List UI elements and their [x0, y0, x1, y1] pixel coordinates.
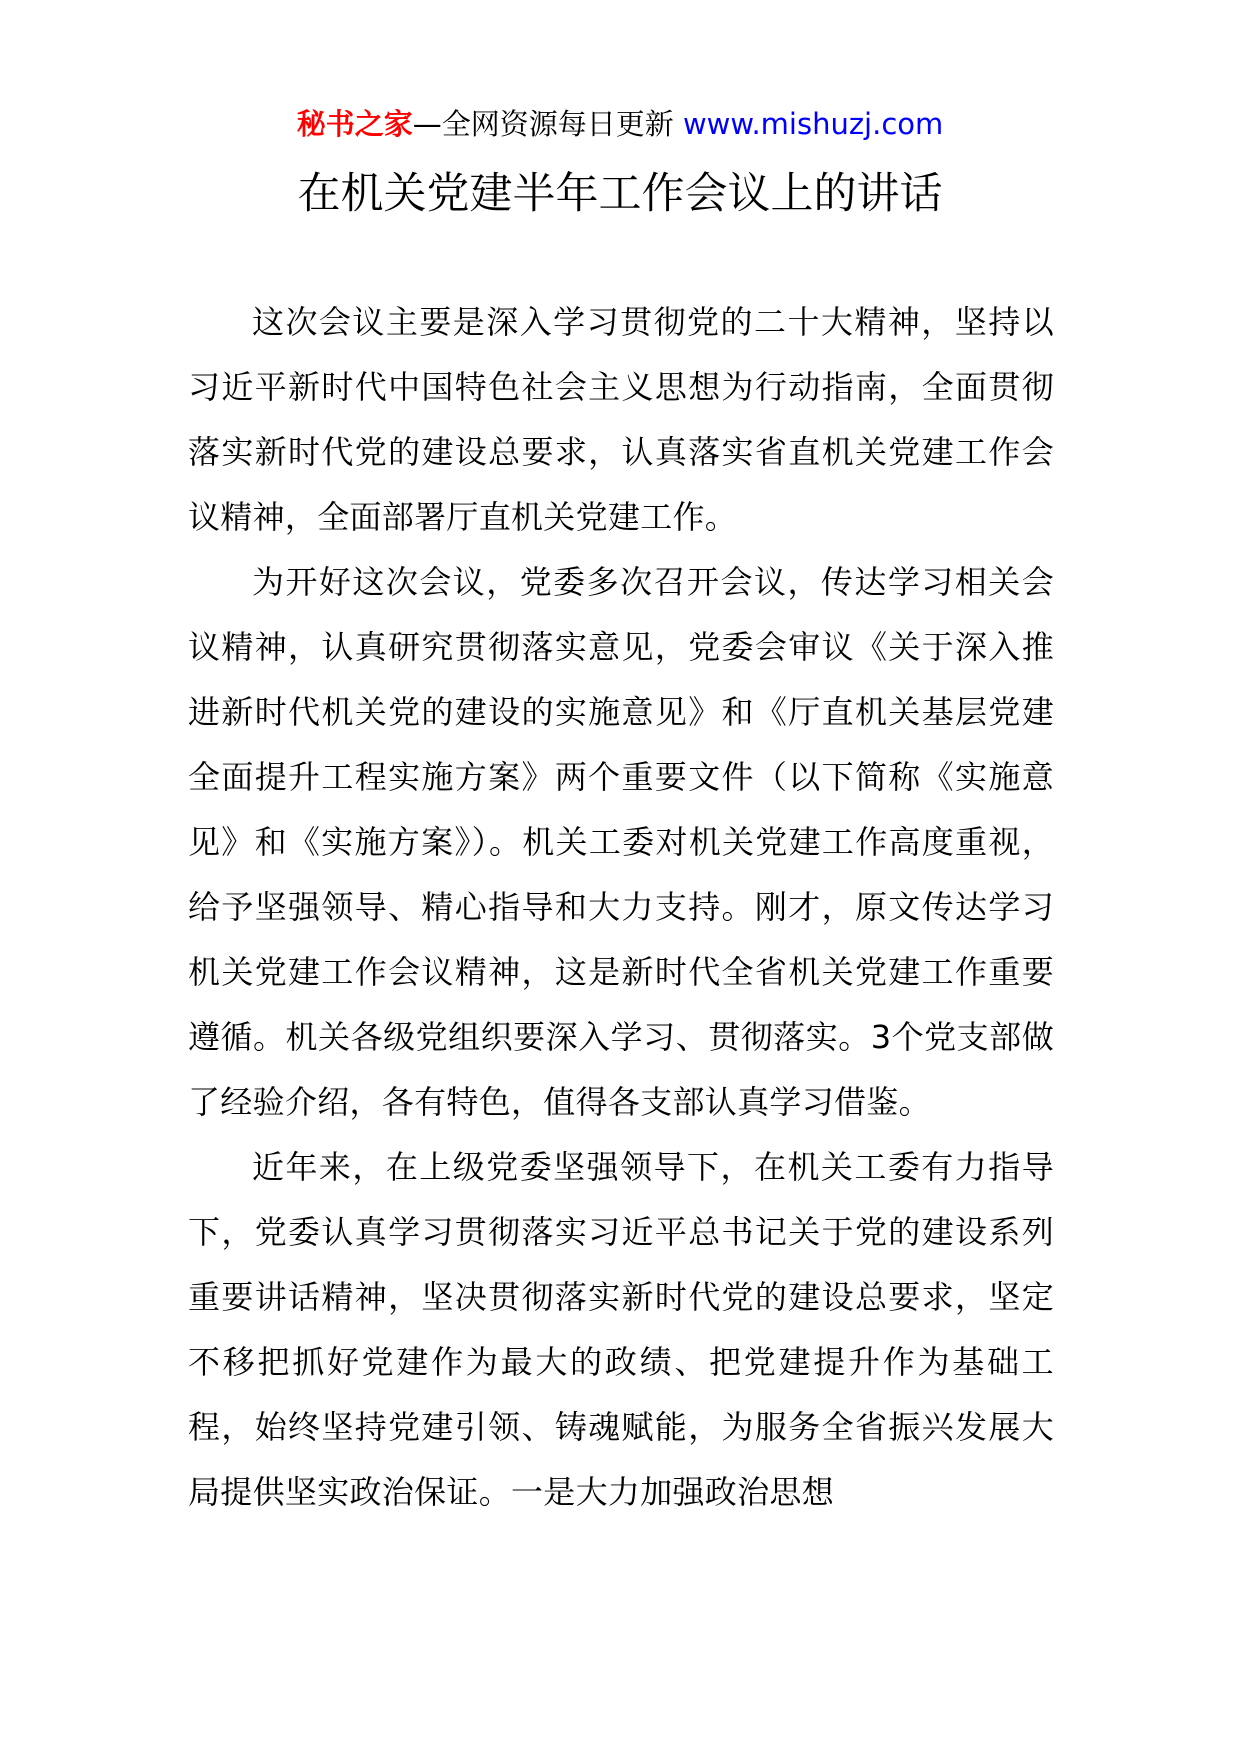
paragraph-2: 为开好这次会议，党委多次召开会议，传达学习相关会议精神，认真研究贯彻落实意见，党委会审议《关于深入推进新时代机关党的建设的实施意见》和《厅直机关基层党建全面提升工程实施方案》两个重要文件（以下简称《实施意见》和《实施方案》）。机关工委对机关党建工作高度重视，给予坚强领导、精心指导和大力支持。刚才，原文传达学习机关党建工作会议精神，这是新时代全省机关党建工作重要遵循。机关各级党组织要深入学习、贯彻落实。3个党支部做了经验介绍，各有特色，值得各支部认真学习借鉴。 — [188, 563, 1054, 1121]
brand-name: 秘书之家 — [296, 107, 413, 141]
site-url-link[interactable]: www.mishuzj.com — [682, 107, 944, 141]
header-tagline: —全网资源每日更新 — [412, 107, 674, 141]
site-header — [0, 100, 1240, 148]
paragraph-1: 这次会议主要是深入学习贯彻党的二十大精神，坚持以习近平新时代中国特色社会主义思想为行动指南，全面贯彻落实新时代党的建设总要求，认真落实省直机关党建工作会议精神，全面部署厅直机关党建工作。 — [188, 303, 1054, 536]
document-body — [188, 290, 1054, 1525]
document-title: 在机关党建半年工作会议上的讲话 — [297, 169, 943, 219]
paragraph-3: 近年来，在上级党委坚强领导下，在机关工委有力指导下，党委认真学习贯彻落实习近平总书记关于党的建设系列重要讲话精神，坚决贯彻落实新时代党的建设总要求，坚定不移把抓好党建作为最大的政绩、把党建提升作为基础工程，始终坚持党建引领、铸魂赋能，为服务全省振兴发展大局提供坚实政治保证。一是大力加强政治思想 — [188, 1148, 1054, 1511]
